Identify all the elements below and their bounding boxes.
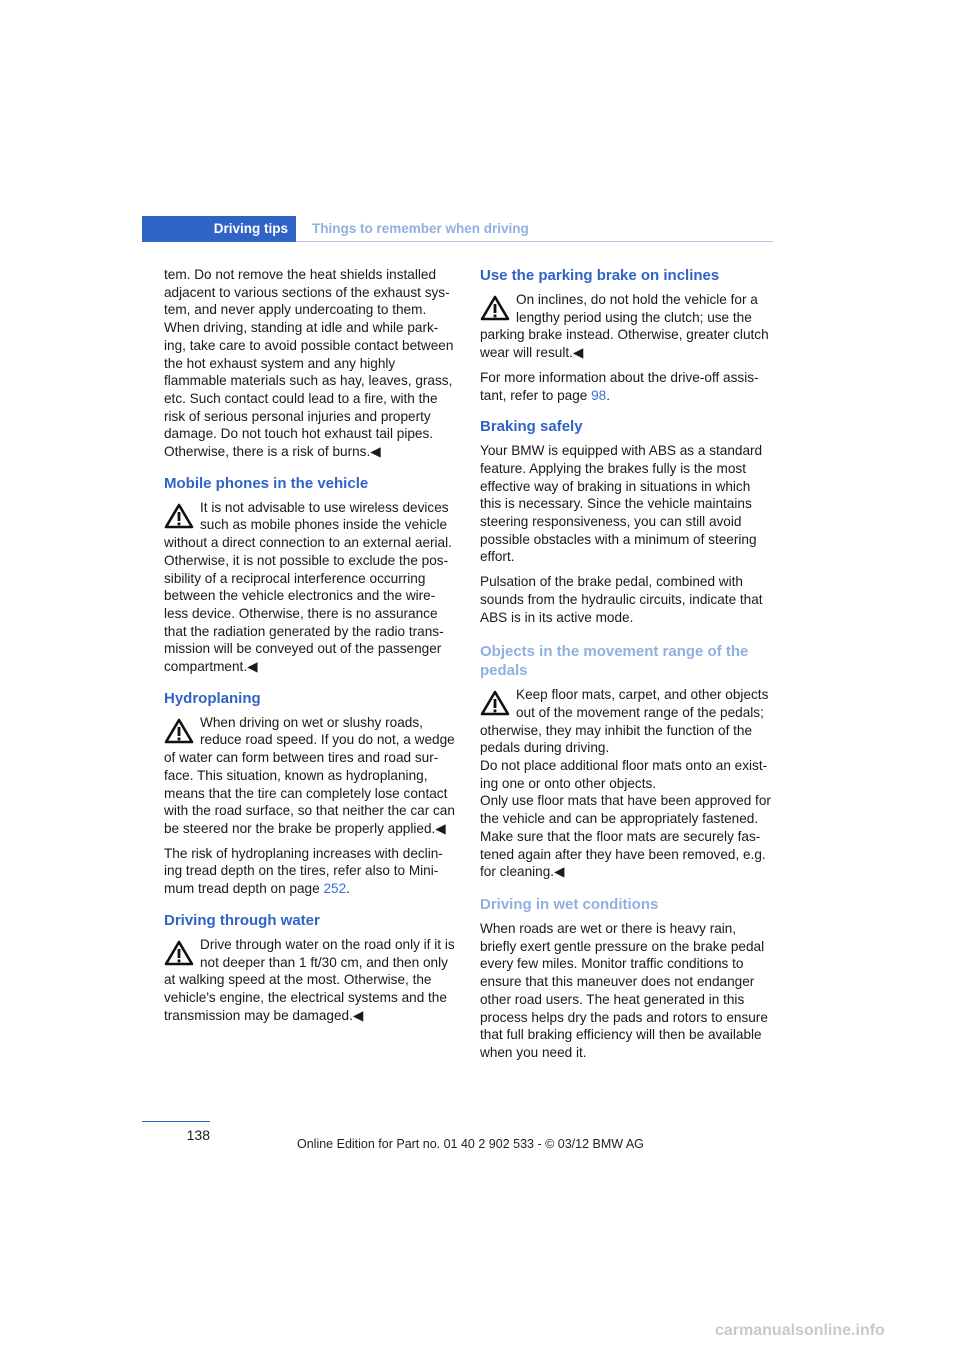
- mobile-warning-line1: It is not advisable to use wireless devices: [200, 499, 449, 515]
- running-header: [142, 216, 773, 242]
- drive-off-assistant-paragraph: [480, 369, 773, 404]
- hydroplaning-paragraph: [164, 845, 457, 898]
- parking-warning-line2: lengthy period using the clutch; use the: [516, 309, 752, 325]
- pedals-warning-line1: Keep floor mats, carpet, and other objects: [516, 687, 769, 703]
- driveoff-para-end: .: [606, 387, 610, 403]
- wet-conditions-heading: Driving in wet conditions: [480, 895, 659, 913]
- mobile-warning-rest: without a direct connection to an external aerial. Otherwise, it is not possible to exclude the pos-sibility of a reciprocal interference occurring between the vehicle electronics and the wire-less device. Otherwise, there is no assurance that the radiation generated by the radio trans-mission will be conveyed out of the passenger compartment.◀: [164, 535, 452, 675]
- hydro-para-end: .: [346, 881, 350, 897]
- watermark: carmanualsonline.info: [715, 1322, 885, 1339]
- hydro-para-text: The risk of hydroplaning increases with declin-ing tread depth on the tires, refer also to Mini-mum tread depth on page: [164, 845, 443, 897]
- water-warning-rest: at walking speed at the most. Otherwise, the vehicle's engine, the electrical systems and the transmission may be damaged.◀: [164, 972, 447, 1023]
- braking-paragraph-1: Your BMW is equipped with ABS as a standard feature. Applying the brakes fully is the most effective way of braking in situations in which this is necessary. Since the vehicle maintains steering responsiveness, you can still avoid possible obstacles with a minimum of steering effort.: [480, 443, 763, 565]
- mobile-warning-line2: such as mobile phones inside the vehicle: [200, 517, 448, 533]
- left-column: [164, 266, 457, 1024]
- header-divider: [296, 241, 773, 242]
- water-warning-line1: Drive through water on the road only if it is: [200, 936, 455, 952]
- hydro-warning-rest: of water can form between tires and road sur-face. This situation, known as hydroplaning, means that the tire can completely lose contact with the road surface, so that neither the car can be steered nor the brake be properly applied.◀: [164, 750, 455, 836]
- right-column: [480, 266, 773, 1069]
- footer-divider: [142, 1121, 210, 1122]
- pedals-warning-rest: otherwise, they may inhibit the function of the pedals during driving.: [480, 722, 753, 756]
- parking-brake-heading: Use the parking brake on inclines: [480, 267, 720, 284]
- parking-warning-line1: On inclines, do not hold the vehicle for a: [516, 292, 758, 307]
- warning-triangle-icon: [480, 690, 510, 716]
- page-number: 138: [186, 1127, 210, 1143]
- edition-note: Online Edition for Part no. 01 40 2 902 533 - © 03/12 BMW AG: [297, 1137, 644, 1151]
- parking-warning-rest: parking brake instead. Otherwise, greater clutch wear will result.◀: [480, 327, 769, 361]
- braking-safely-heading: Braking safely: [480, 418, 583, 436]
- page-link-98[interactable]: 98: [591, 387, 607, 403]
- chapter-tab[interactable]: Driving tips: [142, 216, 296, 242]
- parking-brake-warning: [480, 291, 773, 362]
- page-link-252[interactable]: 252: [323, 881, 347, 897]
- warning-triangle-icon: [164, 503, 194, 529]
- pedals-warning-line2: out of the movement range of the pedals;: [516, 704, 764, 720]
- warning-triangle-icon: [164, 718, 194, 744]
- pedals-heading: Objects in the movement range of the pedals: [480, 643, 749, 680]
- mobile-phones-warning: [164, 499, 457, 676]
- water-warning: [164, 936, 457, 1025]
- warning-triangle-icon: [164, 940, 194, 966]
- warning-triangle-icon: [480, 295, 510, 321]
- braking-paragraph-2: Pulsation of the brake pedal, combined with sounds from the hydraulic circuits, indicate that ABS is in its active mode.: [480, 574, 763, 625]
- mobile-phones-heading: Mobile phones in the vehicle: [164, 474, 369, 492]
- hydroplaning-heading: Hydroplaning: [164, 689, 261, 707]
- section-title: Things to remember when driving: [312, 221, 529, 236]
- wet-conditions-paragraph: When roads are wet or there is heavy rain, briefly exert gentle pressure on the brake pedal every few miles. Monitor traffic conditions to ensure that this maneuver does not endanger other road users. The heat generated in this process helps dry the pads and rotors to ensure that full braking efficiency will then be available when you need it.: [480, 920, 768, 1060]
- pedals-warning: [480, 686, 773, 881]
- driving-through-water-heading: Driving through water: [164, 911, 320, 929]
- hydro-warning-line2: reduce road speed. If you do not, a wedge: [200, 732, 455, 748]
- pedals-warning-line-approved: Only use floor mats that have been approved for the vehicle and can be appropriately fastened. Make sure that the floor mats are securely fas-tened again after they have been removed, e.g. for cleaning.◀: [480, 793, 771, 880]
- exhaust-continued-text: tem. Do not remove the heat shields installed adjacent to various sections of the exhaust sys-tem, and never apply undercoating to them. When driving, standing at idle and while park-ing, take care to avoid possible contact between the hot exhaust system and any highly flammable materials such as hay, leaves, grass, etc. Such contact could lead to a fire, with the risk of serious personal injuries and property damage. Do not touch hot exhaust tail pipes. Otherwise, there is a risk of burns.◀: [164, 267, 454, 460]
- water-warning-line2: not deeper than 1 ft/30 cm, and then only: [200, 954, 448, 970]
- hydro-warning-line1: When driving on wet or slushy roads,: [200, 714, 423, 730]
- driveoff-para-text: For more information about the drive-off assis-tant, refer to page: [480, 369, 759, 403]
- hydroplaning-warning: [164, 714, 457, 838]
- pedals-warning-line-mats: Do not place additional floor mats onto an exist-ing one or onto other objects.: [480, 758, 768, 791]
